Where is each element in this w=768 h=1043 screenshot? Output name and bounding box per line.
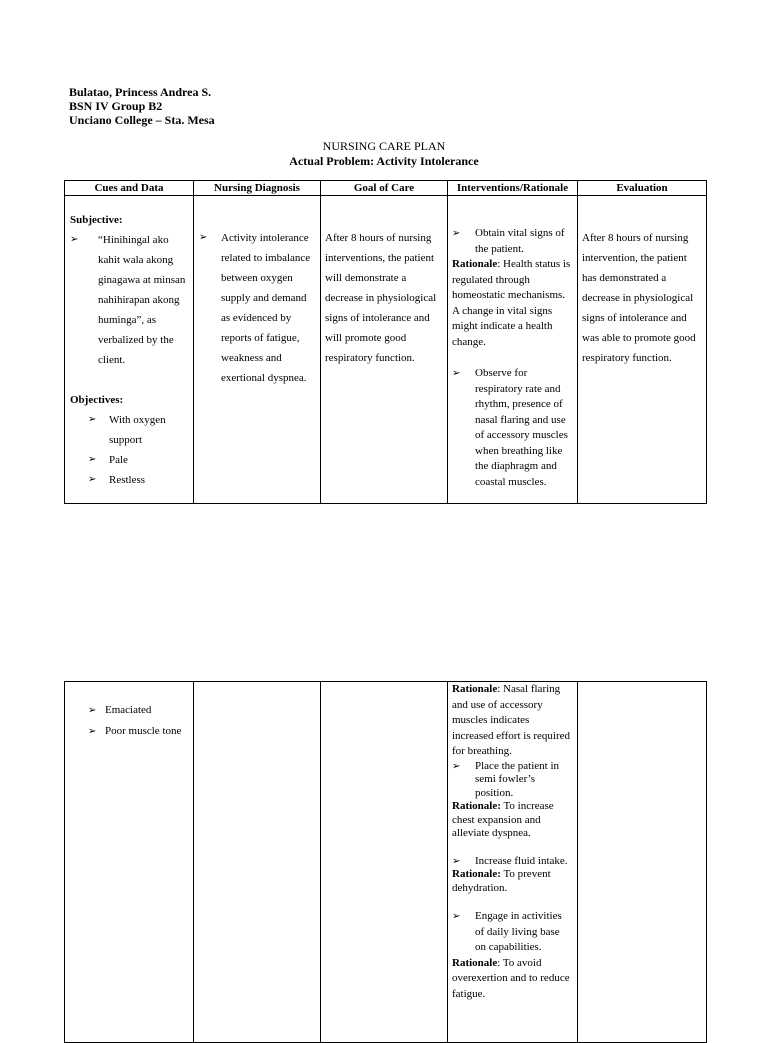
list-item: ➢ Restless [88,470,189,490]
cues-cell [65,196,194,504]
list-item: ➢ Poor muscle tone [88,721,189,742]
arrow-bullet-icon: ➢ [88,705,97,716]
list-item: ➢ Activity intolerance related to imbalance between oxygen supply and demand as evidenced by reports of fatigue, weakness and exertional dyspnea. [199,228,316,388]
student-name: Bulatao, Princess Andrea S. [69,85,212,99]
evaluation-cell: After 8 hours of nursing intervention, the patient has demonstrated a decrease in physiological signs of intolerance and was able to promote good respiratory function. [578,196,707,504]
page-title: NURSING CARE PLAN [322,139,446,153]
list-item: ➢ Observe for respiratory rate and rhythm, presence of nasal flaring and use of accessory muscles when breathing like the diaphragm and coastal muscles. [452,367,568,488]
list-item: ➢ Pale [88,450,189,470]
student-info [69,85,215,127]
objectives-label: Objectives: [70,394,124,406]
list-item: ➢ Engage in activities of daily living base on capabilities. [452,910,562,953]
column-header: Cues and Data [65,181,194,196]
care-plan-table-continued [64,681,707,1043]
arrow-bullet-icon: ➢ [199,232,208,243]
diagnosis-cell [194,196,321,504]
arrow-bullet-icon: ➢ [70,234,79,245]
table-row [65,196,707,504]
arrow-bullet-icon: ➢ [452,228,461,239]
subjective-label: Subjective: [70,214,123,226]
goal-cell [321,682,448,1043]
column-header: Nursing Diagnosis [194,181,321,196]
goal-cell: After 8 hours of nursing interventions, the patient will demonstrate a decrease in physiological signs of intolerance and will promote good respiratory function. [321,196,448,504]
arrow-bullet-icon: ➢ [88,454,97,465]
list-item: ➢ Emaciated [88,700,189,721]
list-item: ➢ With oxygen support [88,410,189,450]
list-item: ➢ Place the patient in semi fowler’s position. [452,759,559,799]
interventions-cell [448,196,578,504]
arrow-bullet-icon: ➢ [88,474,97,485]
diagnosis-cell [194,682,321,1043]
list-item: ➢ Increase fluid intake. [452,854,568,867]
arrow-bullet-icon: ➢ [452,760,461,772]
cues-cell [65,682,194,1043]
interventions-cell [448,682,578,1043]
rationale-text: Rationale: Health status is regulated through homeostatic mechanisms. A change in vital signs might indicate a health change. [452,258,571,348]
column-header: Evaluation [578,181,707,196]
arrow-bullet-icon: ➢ [88,726,97,737]
care-plan-table [64,180,707,504]
list-item: ➢ “Hinihingal ako kahit wala akong ginagawa at minsan nahihirapan akong huminga”, as verbalized by the client. [70,230,189,370]
list-item: ➢ Obtain vital signs of the patient. [452,227,565,255]
arrow-bullet-icon: ➢ [452,368,461,379]
page-subtitle: Actual Problem: Activity Intolerance [289,154,479,168]
rationale-text: Rationale: Nasal flaring and use of accessory muscles indicates increased effort is required for breathing. [452,683,570,757]
arrow-bullet-icon: ➢ [452,855,461,867]
rationale-text: Rationale: To prevent dehydration. [452,868,551,894]
table-row [65,682,707,1043]
rationale-text: Rationale: To increase chest expansion and alleviate dyspnea. [452,800,554,839]
rationale-text: Rationale: To avoid overexertion and to reduce fatigue. [452,956,570,1000]
arrow-bullet-icon: ➢ [88,414,97,425]
column-header: Goal of Care [321,181,448,196]
arrow-bullet-icon: ➢ [452,911,461,922]
evaluation-cell [578,682,707,1043]
table-header-row [65,181,707,196]
student-section: BSN IV Group B2 [69,99,163,113]
column-header: Interventions/Rationale [448,181,578,196]
student-school: Unciano College – Sta. Mesa [69,113,215,127]
